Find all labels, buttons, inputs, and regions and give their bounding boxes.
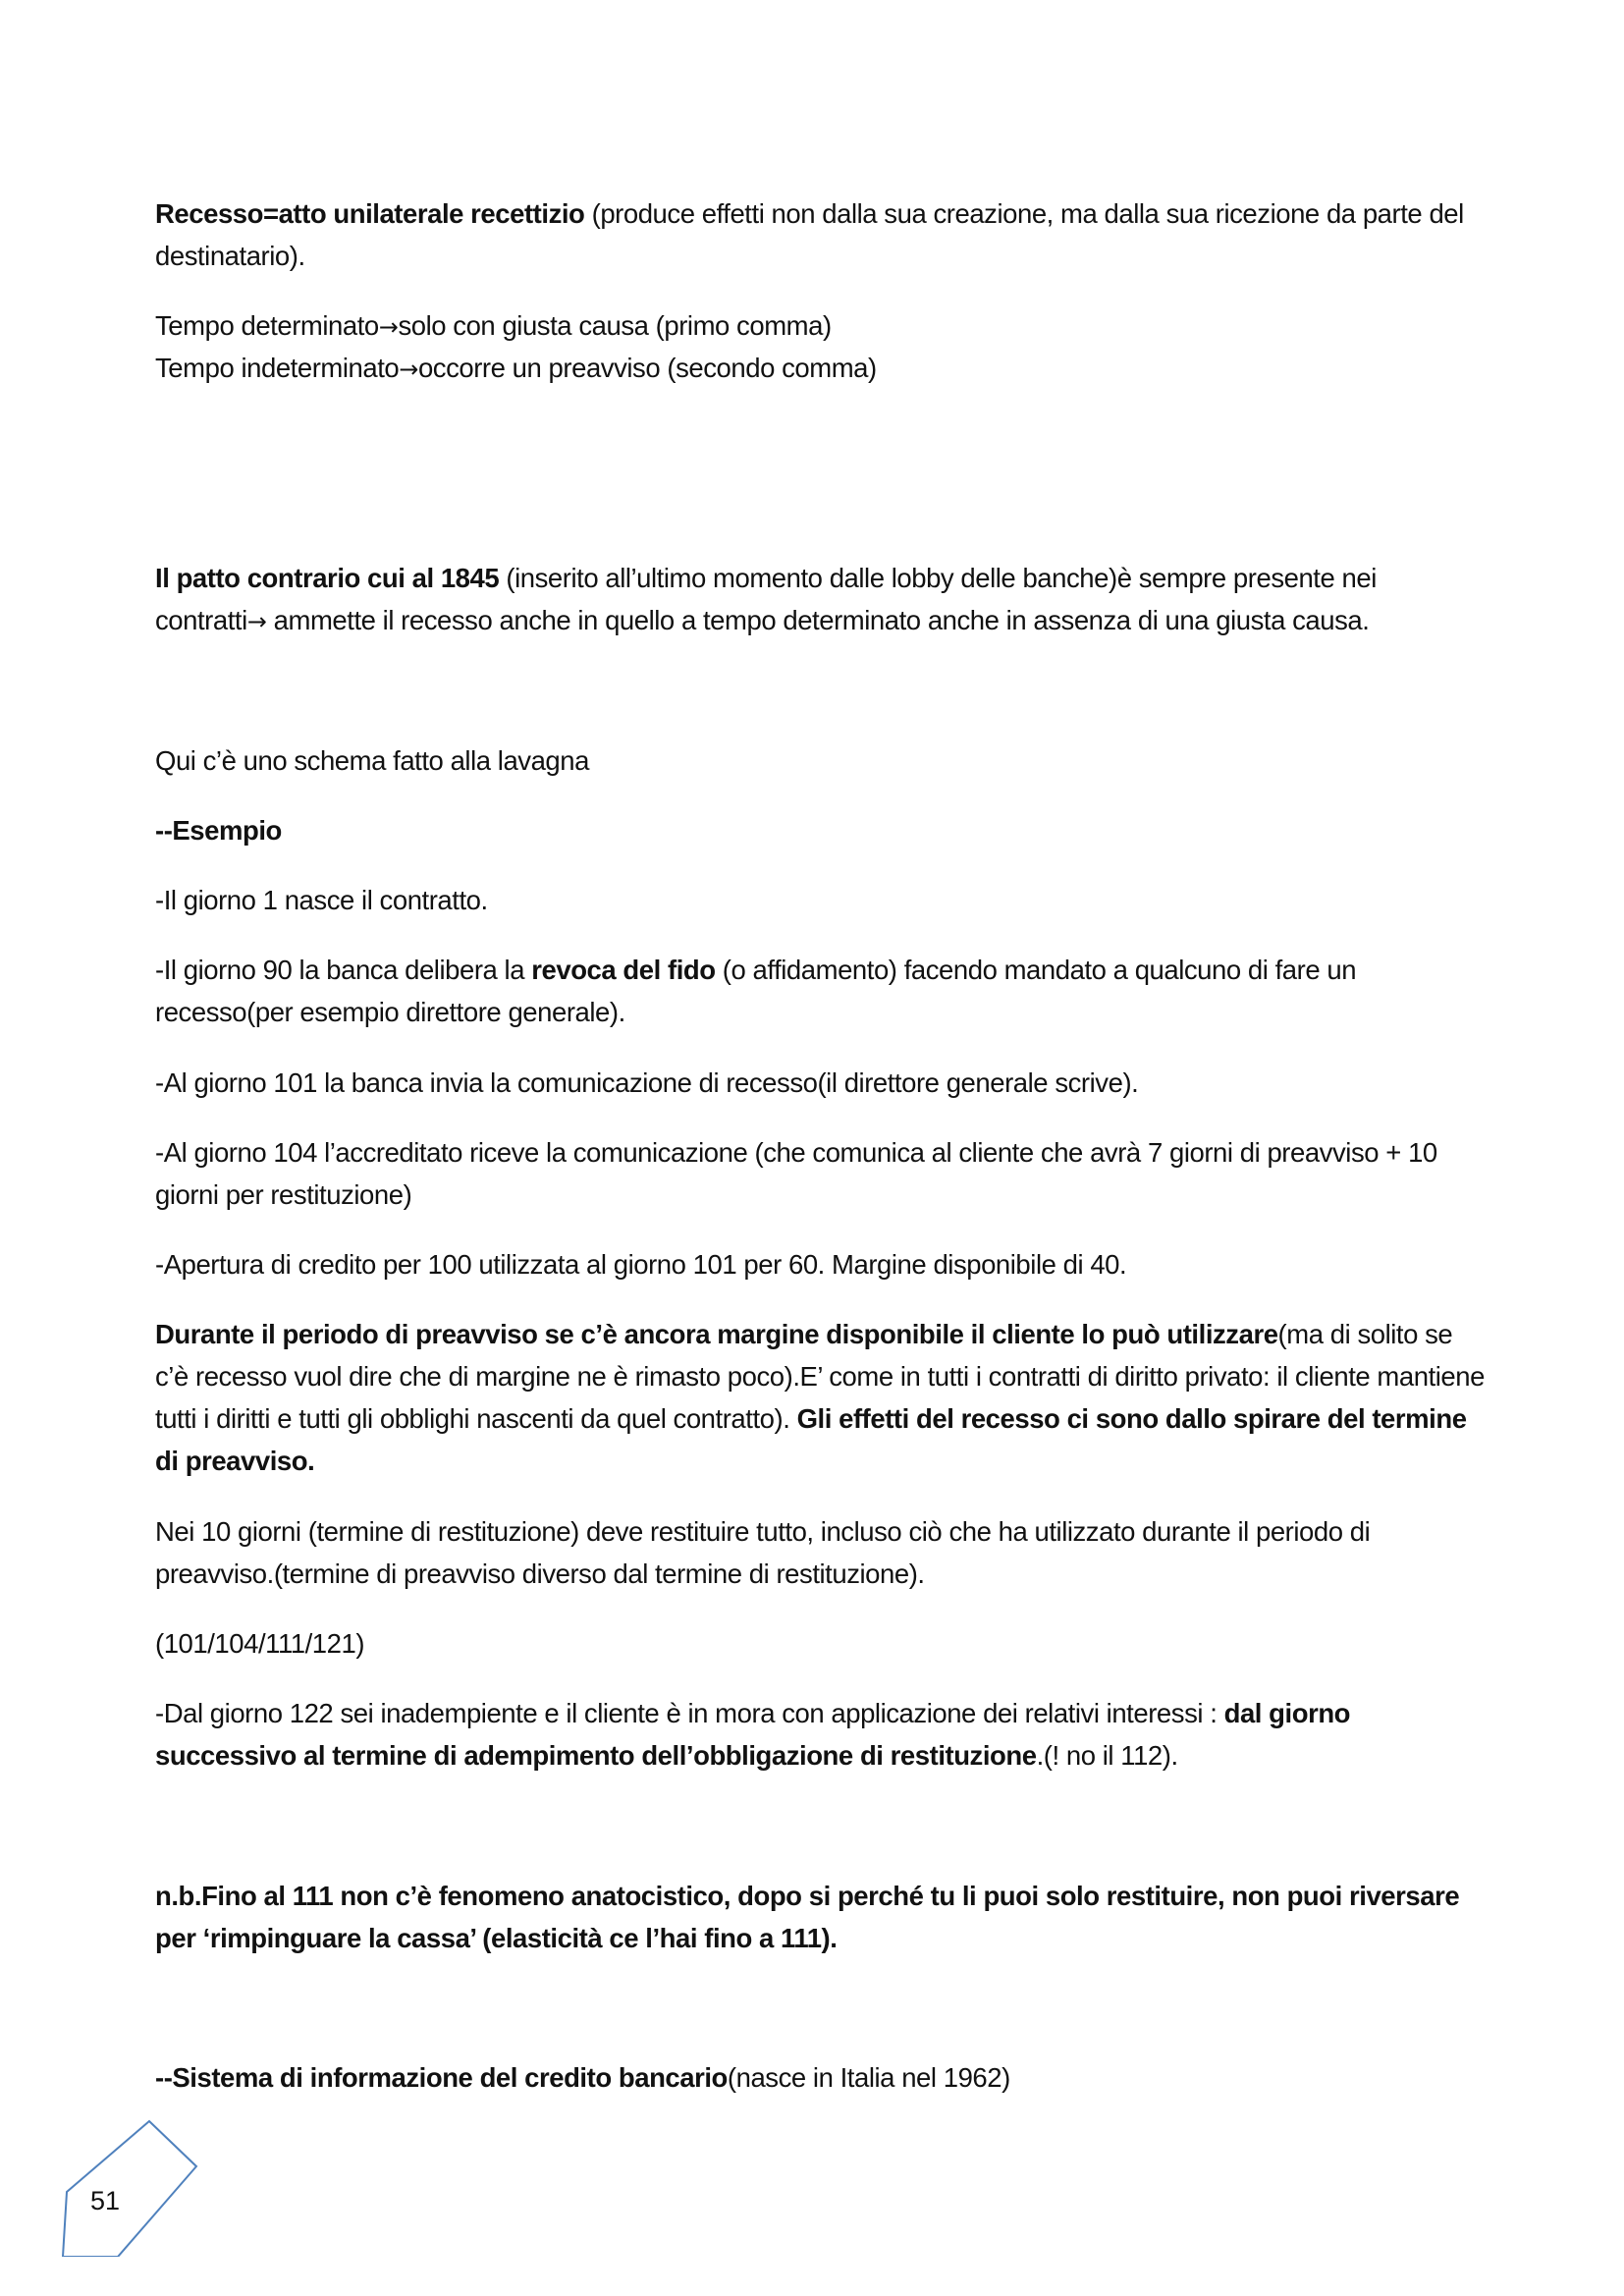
paragraph-giorno-101: -Al giorno 101 la banca invia la comunicazione di recesso(il direttore generale scrive). (155, 1067, 1139, 1098)
paragraph-giorno-90 (155, 949, 1490, 1033)
patto-rest: ammette il recesso anche in quello a tempo determinato anche in assenza di una giusta causa. (266, 605, 1370, 635)
giorno90-bold: revoca del fido (531, 955, 716, 985)
paragraph-giorno-1: -Il giorno 1 nasce il contratto. (155, 885, 488, 915)
page-number-badge (59, 2119, 200, 2257)
recesso-definition: Recesso=atto unilaterale recettizio (155, 198, 585, 229)
paragraph-giorno-122 (155, 1692, 1490, 1777)
sistema-after: (nasce in Italia nel 1962) (727, 2062, 1010, 2093)
paragraph-schema: Qui c’è uno schema fatto alla lavagna (155, 745, 589, 776)
paragraph-patto-contrario (155, 557, 1490, 643)
giorno90-before: -Il giorno 90 la banca delibera la (155, 955, 532, 985)
esempio-heading: --Esempio (155, 815, 282, 846)
giorno90-after: (o affidamento) facendo mandato a qualcuno di fare un recesso(per esempio direttore generale). (155, 955, 1357, 1027)
durante-middle: (ma di solito se c’è recesso vuol dire che di margine ne è rimasto poco).E’ come in tutti i contratti di diritto privato: il cliente mantiene tutti i diritti e tutti gli obblighi nascenti da quel contratto). (155, 1319, 1485, 1434)
recesso-explanation: (produce effetti non dalla sua creazione, ma dalla sua ricezione da parte del destinatario). (155, 198, 1464, 271)
right-arrow-icon: → (378, 313, 399, 341)
pentagon-badge-icon (59, 2119, 200, 2257)
tempo-indeterminato-label: Tempo indeterminato (155, 353, 400, 383)
paragraph-tempo-determinato (155, 304, 1490, 349)
right-arrow-icon: → (246, 608, 267, 635)
patto-title: Il patto contrario cui al 1845 (155, 563, 500, 593)
giorno122-bold: dal giorno successivo al termine di adempimento dell’obbligazione di restituzione (155, 1698, 1351, 1771)
paragraph-sistema (155, 2056, 1490, 2099)
tempo-determinato-label: Tempo determinato (155, 310, 379, 341)
paragraph-sequence: (101/104/111/121) (155, 1628, 365, 1659)
paragraph-tempo-indeterminato (155, 347, 1490, 391)
right-arrow-icon: → (399, 355, 418, 383)
durante-bold-1: Durante il periodo di preavviso se c’è ancora margine disponibile il cliente lo può utilizzare (155, 1319, 1278, 1349)
paragraph-recesso (155, 192, 1490, 277)
paragraph-durante (155, 1313, 1490, 1482)
paragraph-giorno-104: -Al giorno 104 l’accreditato riceve la comunicazione (che comunica al cliente che avrà 7 giorni di preavviso + 10 giorni per restituzione) (155, 1137, 1437, 1210)
patto-middle: (inserito all’ultimo momento dalle lobby delle banche)è sempre presente nei contratti (155, 563, 1377, 635)
paragraph-apertura: -Apertura di credito per 100 utilizzata al giorno 101 per 60. Margine disponibile di 40. (155, 1249, 1127, 1280)
paragraph-nei-10-giorni: Nei 10 giorni (termine di restituzione) deve restituire tutto, incluso ciò che ha utilizzato durante il periodo di preavviso.(termine di preavviso diverso dal termine di restituzione). (155, 1516, 1371, 1589)
giorno122-after: .(! no il 112). (1036, 1740, 1178, 1771)
durante-bold-2: Gli effetti del recesso ci sono dallo spirare del termine di preavviso. (155, 1403, 1467, 1476)
tempo-indeterminato-rule: occorre un preavviso (secondo comma) (417, 353, 877, 383)
paragraph-nb: n.b.Fino al 111 non c’è fenomeno anatocistico, dopo si perché tu li puoi solo restituire, non puoi riversare per ‘rimpinguare la cassa’ (elasticità ce l’hai fino a 111). (155, 1881, 1460, 1953)
sistema-title: --Sistema di informazione del credito bancario (155, 2062, 728, 2093)
page-number: 51 (90, 2186, 121, 2215)
giorno122-before: -Dal giorno 122 sei inadempiente e il cliente è in mora con applicazione dei relativi interessi : (155, 1698, 1224, 1728)
tempo-determinato-rule: solo con giusta causa (primo comma) (398, 310, 832, 341)
